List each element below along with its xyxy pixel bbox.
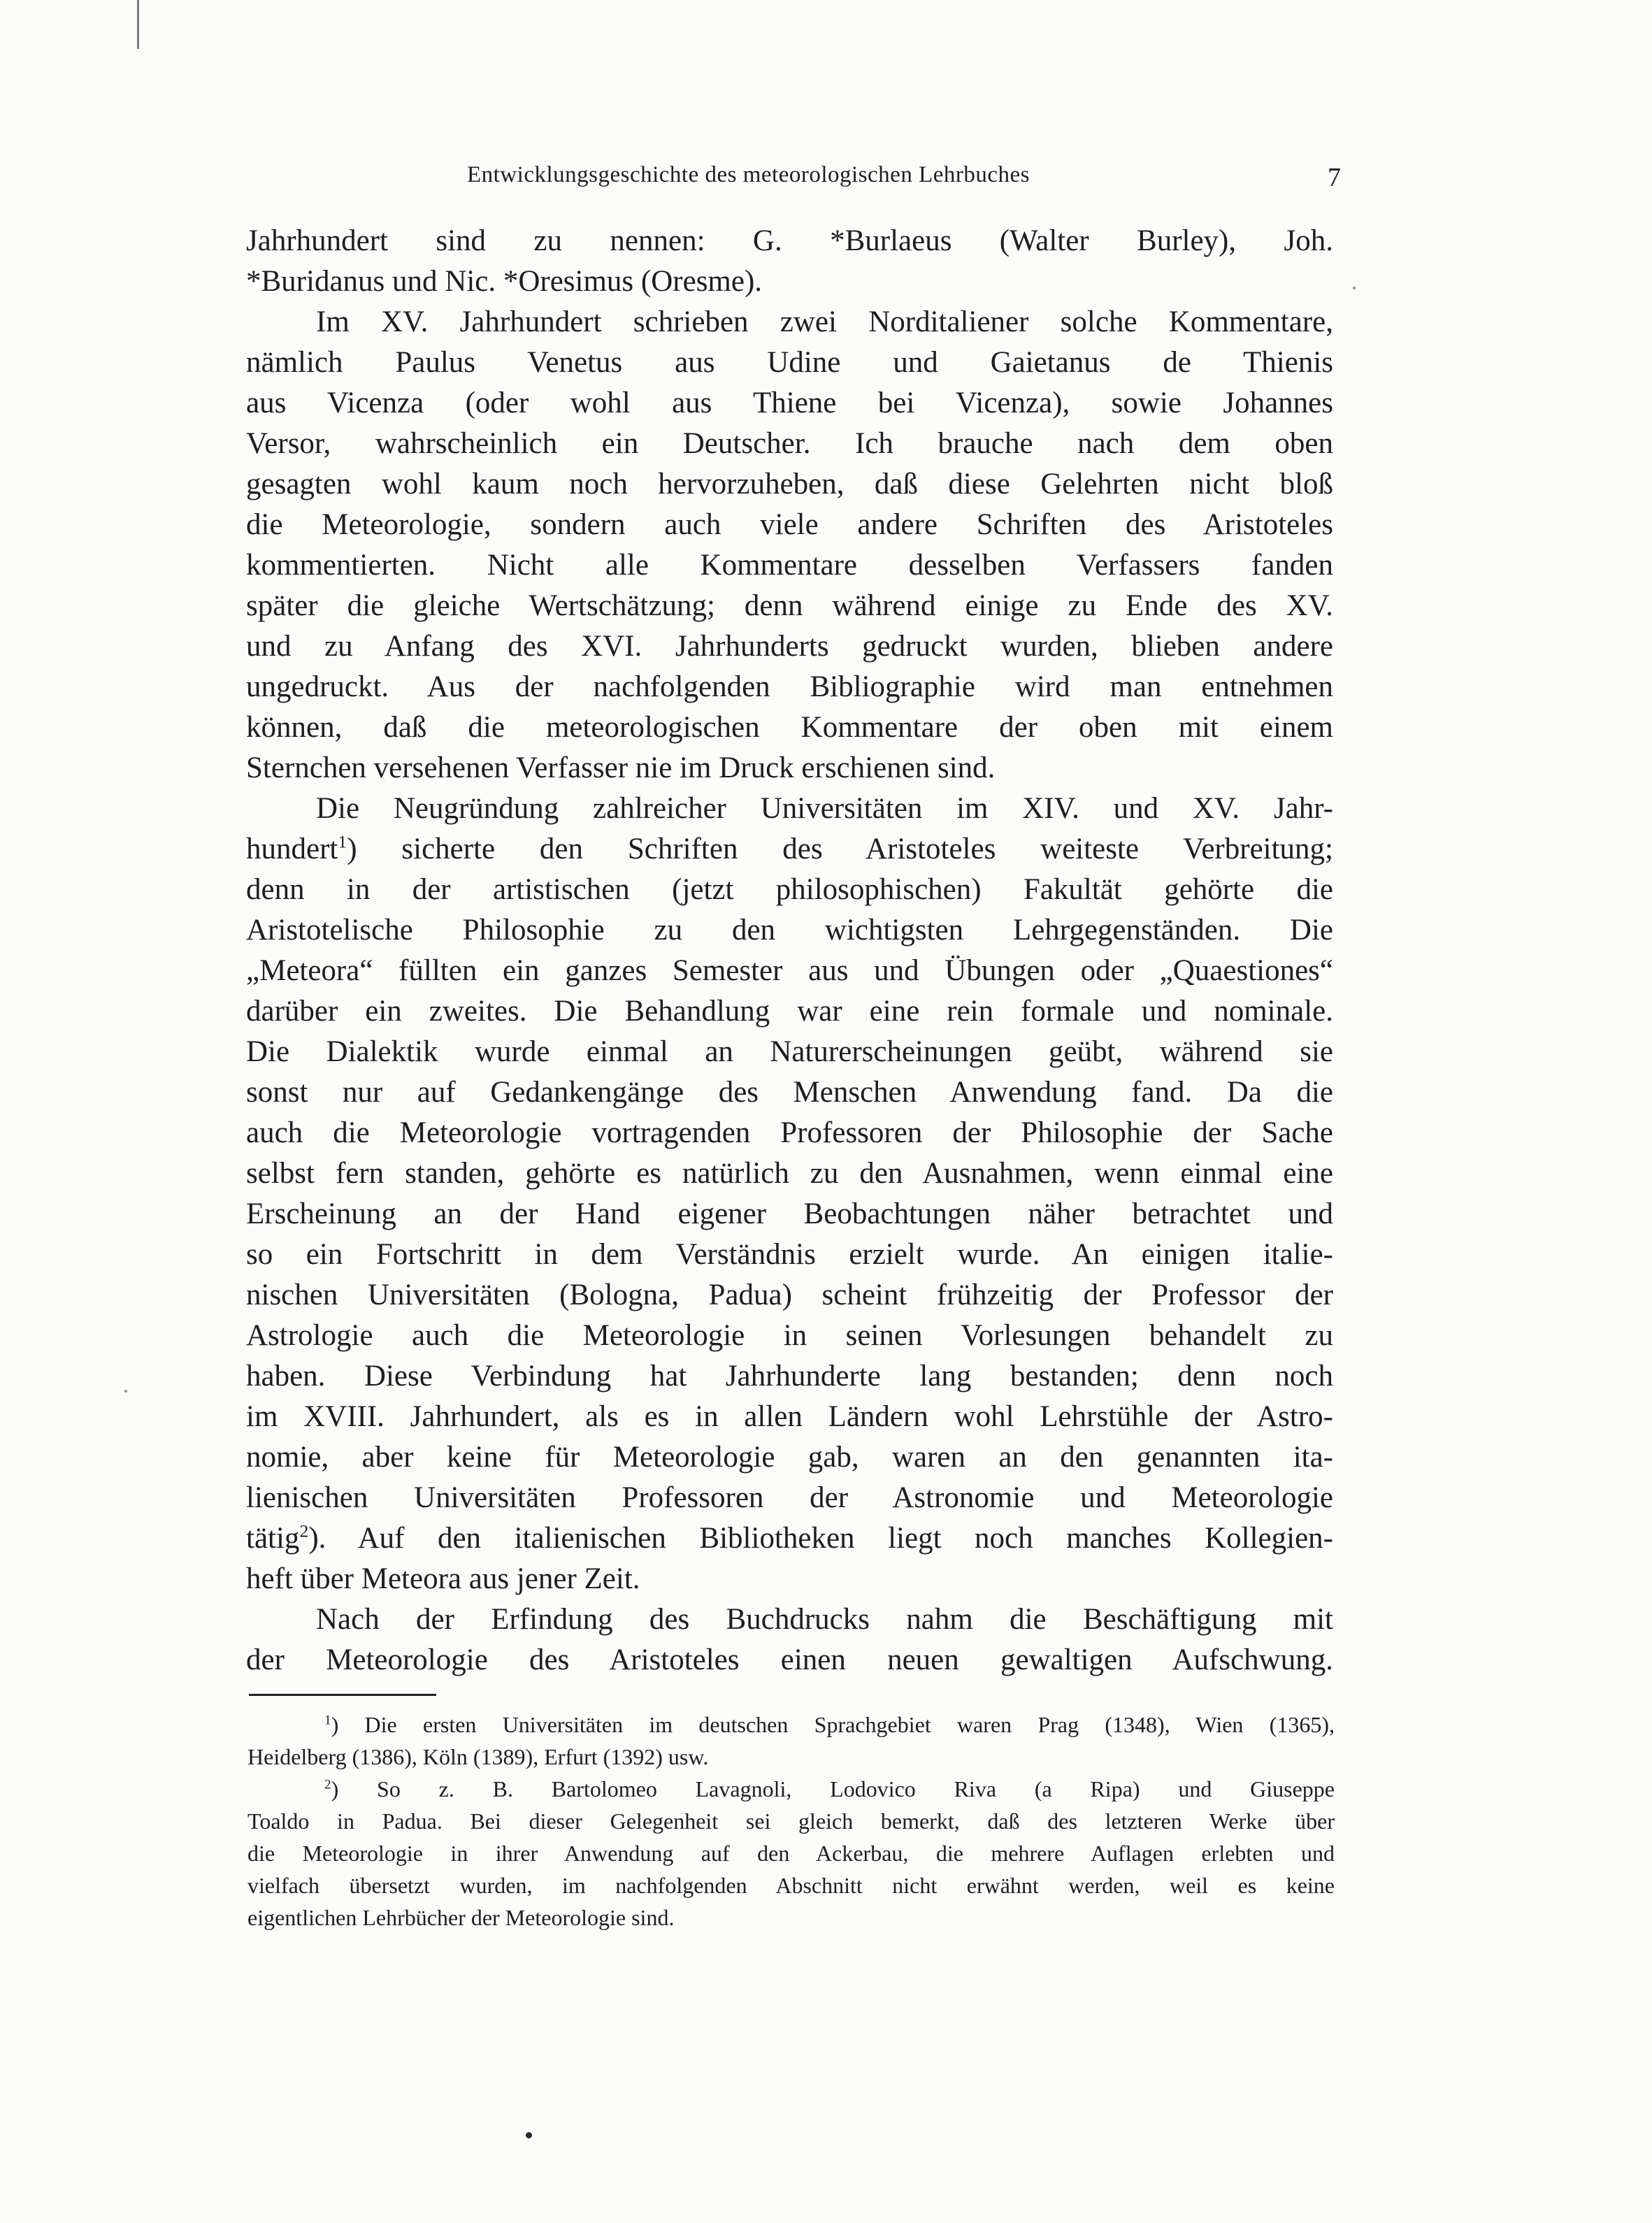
scan-edge-mark	[137, 0, 139, 49]
footnote-marker: 2	[324, 1777, 331, 1792]
footnote-line	[247, 1773, 1335, 1805]
footnotes	[247, 1708, 1335, 1934]
paragraph	[246, 302, 1333, 789]
scan-speck	[1353, 287, 1356, 289]
text-line: später die gleiche Wertschätzung; denn während einige zu Ende des XV.	[246, 589, 1333, 622]
running-header	[467, 162, 1341, 204]
text-line: die Meteorologie, sondern auch viele andere Schriften des Aristoteles	[246, 508, 1333, 541]
footnote-line: Toaldo in Padua. Bei dieser Gelegenheit sei gleich bemerkt, daß des letzteren Werke über	[247, 1808, 1335, 1834]
text-line-rest: ). Auf den italienischen Bibliotheken liegt noch manches Kollegien-	[308, 1522, 1333, 1555]
footnote-text: ) Die ersten Universitäten im deutschen Sprachgebiet waren Prag (1348), Wien (1365),	[331, 1712, 1335, 1737]
paragraph	[246, 789, 1333, 1599]
text-line: so ein Fortschritt in dem Verständnis erzielt wurde. An einigen italie-	[246, 1238, 1333, 1271]
text-line: nischen Universitäten (Bologna, Padua) scheint frühzeitig der Professor der	[246, 1279, 1333, 1311]
text-line: nämlich Paulus Venetus aus Udine und Gaietanus de Thienis	[246, 346, 1333, 379]
text-line: Jahrhundert sind zu nennen: G. *Burlaeus (Walter Burley), Joh.	[246, 224, 1333, 257]
text-line-rest: ) sicherte den Schriften des Aristoteles weiteste Verbreitung;	[347, 833, 1333, 865]
text-line: heft über Meteora aus jener Zeit.	[246, 1562, 640, 1595]
text-line: Erscheinung an der Hand eigener Beobachtungen näher betrachtet und	[246, 1197, 1333, 1230]
footnote-text: ) So z. B. Bartolomeo Lavagnoli, Lodovico Riva (a Ripa) und Giuseppe	[331, 1776, 1335, 1801]
scan-speck	[124, 1390, 127, 1393]
scan-speck	[526, 2132, 532, 2138]
text-line: darüber ein zweites. Die Behandlung war eine rein formale und nominale.	[246, 995, 1333, 1028]
text-line	[246, 1518, 1333, 1559]
footnote-ref: 1	[338, 831, 347, 852]
text-line: aus Vicenza (oder wohl aus Thiene bei Vicenza), sowie Johannes	[246, 387, 1333, 419]
text-line: Versor, wahrscheinlich ein Deutscher. Ich brauche nach dem oben	[246, 427, 1333, 460]
text-line: lienischen Universitäten Professoren der Astronomie und Meteorologie	[246, 1481, 1333, 1514]
text-line: Im XV. Jahrhundert schrieben zwei Norditaliener solche Kommentare,	[316, 305, 1333, 338]
page-number: 7	[1328, 163, 1341, 192]
text-line: im XVIII. Jahrhundert, als es in allen Ländern wohl Lehrstühle der Astro-	[246, 1400, 1333, 1433]
text-line: auch die Meteorologie vortragenden Professoren der Philosophie der Sache	[246, 1116, 1333, 1149]
footnote-line	[247, 1708, 1335, 1741]
text-line-start: hundert	[246, 833, 338, 865]
footnote-rule	[249, 1694, 436, 1696]
text-line: Astrologie auch die Meteorologie in seinen Vorlesungen behandelt zu	[246, 1319, 1333, 1352]
running-title: Entwicklungsgeschichte des meteorologischen Lehrbuches	[467, 162, 1030, 187]
text-line: Die Dialektik wurde einmal an Naturerscheinungen geübt, während sie	[246, 1035, 1333, 1068]
text-line-start: tätig	[246, 1522, 300, 1555]
text-line: gesagten wohl kaum noch hervorzuheben, daß diese Gelehrten nicht bloß	[246, 468, 1333, 501]
text-line: selbst fern standen, gehörte es natürlich zu den Ausnahmen, wenn einmal eine	[246, 1157, 1333, 1190]
footnote-line: Heidelberg (1386), Köln (1389), Erfurt (1392) usw.	[247, 1744, 709, 1769]
text-line: kommentierten. Nicht alle Kommentare desselben Verfassers fanden	[246, 549, 1333, 582]
text-line: *Buridanus und Nic. *Oresimus (Oresme).	[246, 265, 763, 298]
text-line: nomie, aber keine für Meteorologie gab, waren an den genannten ita-	[246, 1441, 1333, 1474]
text-line: der Meteorologie des Aristoteles einen neuen gewaltigen Aufschwung.	[246, 1643, 1333, 1676]
main-text	[246, 221, 1333, 1681]
text-line: denn in der artistischen (jetzt philosophischen) Fakultät gehörte die	[246, 873, 1333, 906]
text-line: Sternchen versehenen Verfasser nie im Druck erschienen sind.	[246, 751, 996, 784]
text-line	[246, 829, 1333, 870]
footnote-line: vielfach übersetzt wurden, im nachfolgenden Abschnitt nicht erwähnt werden, weil es keine	[247, 1873, 1335, 1898]
footnote-ref: 2	[299, 1520, 309, 1541]
footnote	[247, 1773, 1335, 1934]
text-line: „Meteora“ füllten ein ganzes Semester aus und Übungen oder „Quaestiones“	[246, 954, 1333, 987]
paragraph	[246, 1599, 1333, 1681]
footnote	[247, 1708, 1335, 1773]
footnote-marker: 1	[324, 1713, 331, 1728]
text-line: Aristotelische Philosophie zu den wichtigsten Lehrgegenständen. Die	[246, 914, 1333, 947]
text-line: können, daß die meteorologischen Kommentare der oben mit einem	[246, 711, 1333, 744]
text-line: haben. Diese Verbindung hat Jahrhunderte lang bestanden; denn noch	[246, 1360, 1333, 1393]
text-line: sonst nur auf Gedankengänge des Menschen Anwendung fand. Da die	[246, 1076, 1333, 1109]
paragraph	[246, 221, 1333, 302]
text-line: Nach der Erfindung des Buchdrucks nahm die Beschäftigung mit	[316, 1603, 1333, 1636]
footnote-line: die Meteorologie in ihrer Anwendung auf den Ackerbau, die mehrere Auflagen erlebten und	[247, 1841, 1335, 1866]
text-line: Die Neugründung zahlreicher Universitäten im XIV. und XV. Jahr-	[316, 792, 1333, 825]
text-line: und zu Anfang des XVI. Jahrhunderts gedruckt wurden, blieben andere	[246, 630, 1333, 663]
text-line: ungedruckt. Aus der nachfolgenden Bibliographie wird man entnehmen	[246, 670, 1333, 703]
footnote-line: eigentlichen Lehrbücher der Meteorologie sind.	[247, 1905, 675, 1930]
